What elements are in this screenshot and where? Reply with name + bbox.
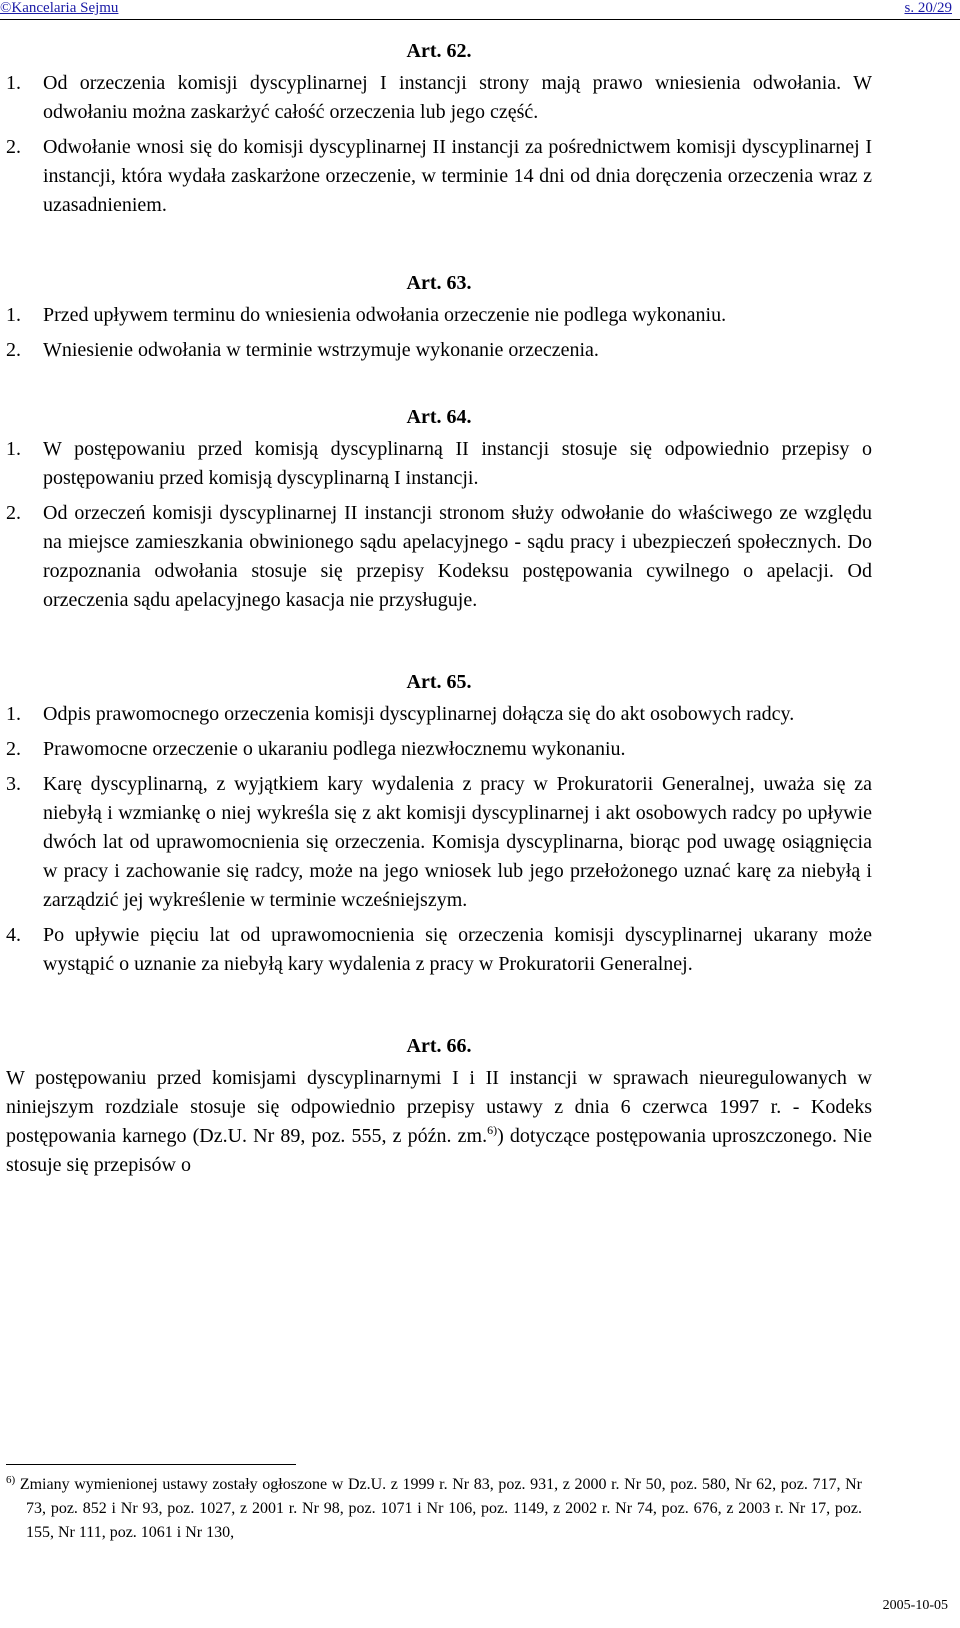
paragraph-number: 1. [6, 72, 21, 94]
paragraph-number: 1. [6, 438, 21, 460]
article-title: Art. 65. [406, 671, 472, 693]
article-paragraph [6, 921, 872, 979]
paragraph-text: W postępowaniu przed komisją dyscyplinarną II instancji stosuje się odpowiednio przepisy o postępowaniu przed komisją dyscyplinarną I instancji. [43, 438, 872, 489]
footnote [6, 1473, 862, 1545]
footnote-mark: 6) [6, 1474, 16, 1486]
footnote-divider [6, 1464, 296, 1465]
header-divider [0, 19, 960, 20]
article-paragraph [6, 69, 872, 127]
article-paragraph [6, 435, 872, 493]
paragraph-text: Karę dyscyplinarną, z wyjątkiem kary wydalenia z pracy w Prokuratorii Generalnej, uważa się za niebyłą i wzmiankę o niej wykreśla się z akt komisji dyscyplinarnej i akt osobowych radcy po upływie dwóch lat od uprawomocnienia się orzeczenia. Komisja dyscyplinarna, biorąc pod uwagę osiągnięcia w pracy i zachowanie się radcy, może na jego wniosek lub jego przełożonego uznać karę za niebyłą i zarządzić jej wykreślenie w terminie wcześniejszym. [43, 773, 872, 911]
article-title: Art. 63. [406, 272, 472, 294]
paragraph-number: 1. [6, 703, 21, 725]
paragraph-text: Od orzeczenia komisji dyscyplinarnej I instancji strony mają prawo wniesienia odwołania. W odwołaniu można zaskarżyć całość orzeczenia lub jego część. [43, 72, 872, 123]
document-date: 2005-10-05 [882, 1598, 948, 1613]
paragraph-number: 4. [6, 924, 21, 946]
paragraph-text: Po upływie pięciu lat od uprawomocnienia się orzeczenia komisji dyscyplinarnej ukarany może wystąpić o uznanie za niebyłą kary wydalenia z pracy w Prokuratorii Generalnej. [43, 924, 872, 975]
paragraph-text: Odwołanie wnosi się do komisji dyscyplinarnej II instancji za pośrednictwem komisji dyscyplinarnej I instancji, która wydała zaskarżone orzeczenie, w terminie 14 dni od dnia doręczenia orzeczenia wraz z uzasadnieniem. [43, 136, 872, 216]
article-paragraph [6, 133, 872, 220]
page-number-link[interactable]: s. 20/29 [904, 0, 952, 16]
article-paragraph [6, 499, 872, 615]
article-62 [6, 36, 872, 220]
article-title: Art. 66. [406, 1035, 472, 1057]
article-63 [6, 268, 872, 365]
page-header [0, 0, 960, 24]
paragraph-number: 2. [6, 738, 21, 760]
footnote-text: Zmiany wymienionej ustawy zostały ogłoszone w Dz.U. z 1999 r. Nr 83, poz. 931, z 2000 r. Nr 50, poz. 580, Nr 62, poz. 717, Nr 73, poz. 852 i Nr 93, poz. 1027, z 2001 r. Nr 98, poz. 1071 i Nr 106, poz. 1149, z 2002 r. Nr 74, poz. 676, z 2003 r. Nr 17, poz. 155, Nr 111, poz. 1061 i Nr 130, [19, 1476, 863, 1541]
paragraph-text: Przed upływem terminu do wniesienia odwołania orzeczenie nie podlega wykonaniu. [43, 304, 727, 326]
paragraph-number: 2. [6, 136, 21, 158]
paragraph-text: Odpis prawomocnego orzeczenia komisji dyscyplinarnej dołącza się do akt osobowych radcy. [43, 703, 795, 725]
paragraph-number: 1. [6, 304, 21, 326]
article-title: Art. 64. [406, 406, 472, 428]
article-paragraph [6, 700, 872, 729]
article-65 [6, 667, 872, 979]
paragraph-text-continued: ) dotyczące postępowania uproszczonego. Nie stosuje się przepisów o [6, 1125, 872, 1176]
document-body [6, 36, 872, 1180]
paragraph-text: Od orzeczeń komisji dyscyplinarnej II instancji stronom służy odwołanie do właściwego ze względu na miejsce zamieszkania obwinionego sądu apelacyjnego - sądu pracy i ubezpieczeń społecznych. Do rozpoznania odwołania stosuje się przepisy Kodeksu postępowania cywilnego o apelacji. Od orzeczenia sądu apelacyjnego kasacja nie przysługuje. [43, 502, 872, 611]
paragraph-text: Wniesienie odwołania w terminie wstrzymuje wykonanie orzeczenia. [43, 339, 599, 361]
article-paragraph [6, 301, 872, 330]
paragraph-number: 2. [6, 339, 21, 361]
article-paragraph [6, 1064, 872, 1180]
paragraph-number: 2. [6, 502, 21, 524]
article-paragraph [6, 336, 872, 365]
paragraph-number: 3. [6, 773, 21, 795]
footnote-reference[interactable]: 6) [487, 1123, 498, 1137]
paragraph-text: Prawomocne orzeczenie o ukaraniu podlega niezwłocznemu wykonaniu. [43, 738, 626, 760]
article-66 [6, 1031, 872, 1180]
article-paragraph [6, 770, 872, 915]
article-title: Art. 62. [406, 40, 472, 62]
article-64 [6, 402, 872, 615]
article-paragraph [6, 735, 872, 764]
publisher-link[interactable]: ©Kancelaria Sejmu [0, 0, 119, 16]
paragraph-text: W postępowaniu przed komisjami dyscyplinarnymi I i II instancji w sprawach nieuregulowanych w niniejszym rozdziale stosuje się odpowiednio przepisy ustawy z dnia 6 czerwca 1997 r. - Kodeks postępowania karnego (Dz.U. Nr 89, poz. 555, z późn. zm. [6, 1067, 872, 1147]
